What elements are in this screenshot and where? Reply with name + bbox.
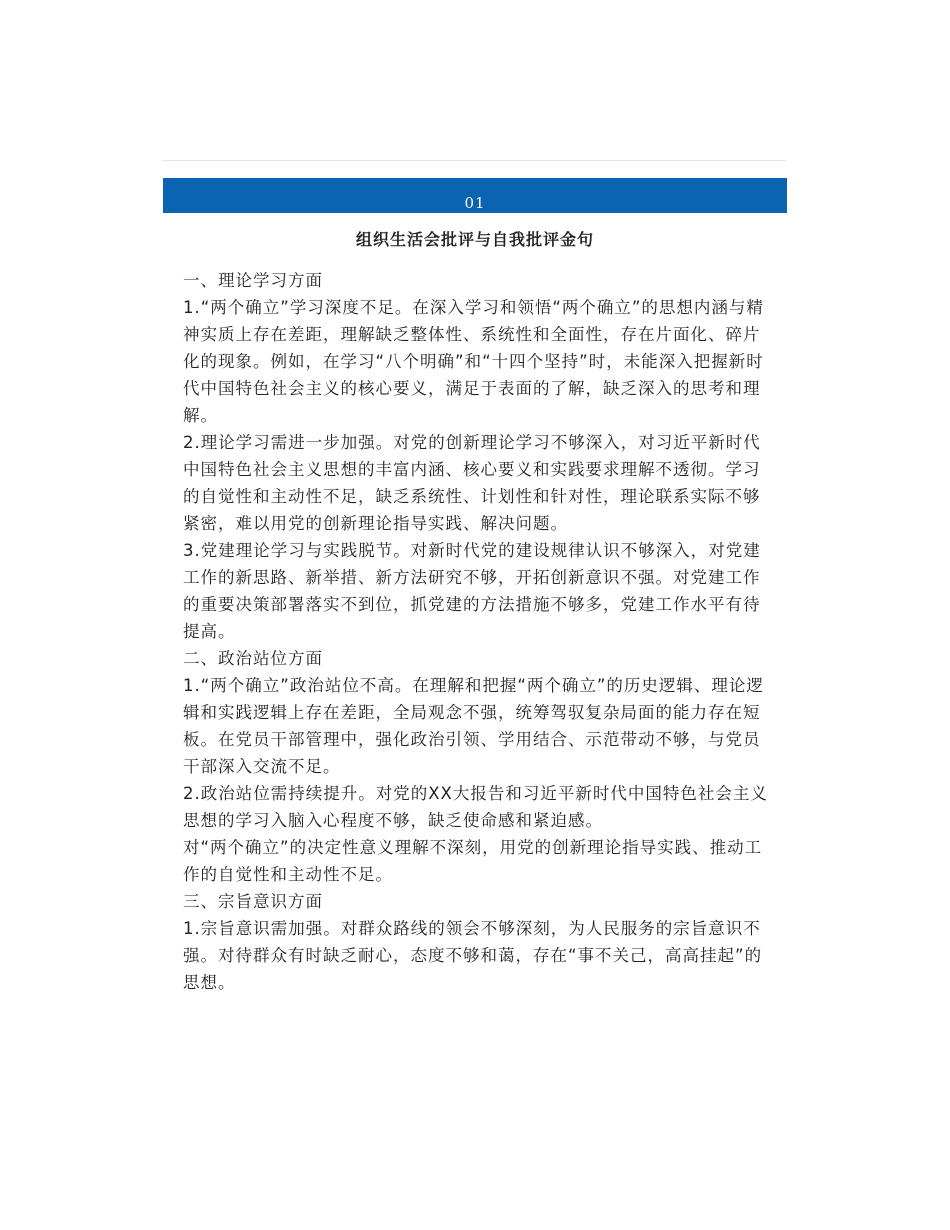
section-number: 01 bbox=[464, 194, 486, 212]
paragraph-theory-1: 1.“两个确立”学习深度不足。在深入学习和领悟“两个确立”的思想内涵与精神实质上存在差距，理解缺乏整体性、系统性和全面性，存在片面化、碎片化的现象。例如，在学习“八个明确”和“十四个坚持”时，未能深入把握新时代中国特色社会主义的核心要义，满足于表面的了解，缺乏深入的思考和理解。 bbox=[183, 298, 764, 425]
section-banner bbox=[163, 178, 787, 213]
paragraph-purpose-1: 1.宗旨意识需加强。对群众路线的领会不够深刻，为人民服务的宗旨意识不强。对待群众有时缺乏耐心，态度不够和蔼，存在“事不关己，高高挂起”的思想。 bbox=[183, 919, 763, 992]
document-body bbox=[183, 267, 773, 996]
top-divider bbox=[163, 160, 787, 161]
heading-political-stance: 二、政治站位方面 bbox=[183, 649, 323, 668]
paragraph-political-1: 1.“两个确立”政治站位不高。在理解和把握“两个确立”的历史逻辑、理论逻辑和实践逻辑上存在差距，全局观念不强，统筹驾驭复杂局面的能力存在短板。在党员干部管理中，强化政治引领、学用结合、示范带动不够，与党员干部深入交流不足。 bbox=[183, 676, 764, 776]
heading-purpose-awareness: 三、宗旨意识方面 bbox=[183, 892, 323, 911]
paragraph-political-2: 2.政治站位需持续提升。对党的XX大报告和习近平新时代中国特色社会主义思想的学习入脑入心程度不够，缺乏使命感和紧迫感。 bbox=[183, 784, 768, 830]
document-title: 组织生活会批评与自我批评金句 bbox=[355, 230, 594, 249]
paragraph-theory-2: 2.理论学习需进一步加强。对党的创新理论学习不够深入，对习近平新时代中国特色社会主义思想的丰富内涵、核心要义和实践要求理解不透彻。学习的自觉性和主动性不足，缺乏系统性、计划性和针对性，理论联系实际不够紧密，难以用党的创新理论指导实践、解决问题。 bbox=[183, 433, 761, 533]
paragraph-theory-3: 3.党建理论学习与实践脱节。对新时代党的建设规律认识不够深入，对党建工作的新思路、新举措、新方法研究不够，开拓创新意识不强。对党建工作的重要决策部署落实不到位，抓党建的方法措施不够多，党建工作水平有待提高。 bbox=[183, 541, 761, 641]
paragraph-political-2-cont: 对“两个确立”的决定性意义理解不深刻，用党的创新理论指导实践、推动工作的自觉性和主动性不足。 bbox=[183, 838, 763, 884]
heading-theory-study: 一、理论学习方面 bbox=[183, 271, 323, 290]
